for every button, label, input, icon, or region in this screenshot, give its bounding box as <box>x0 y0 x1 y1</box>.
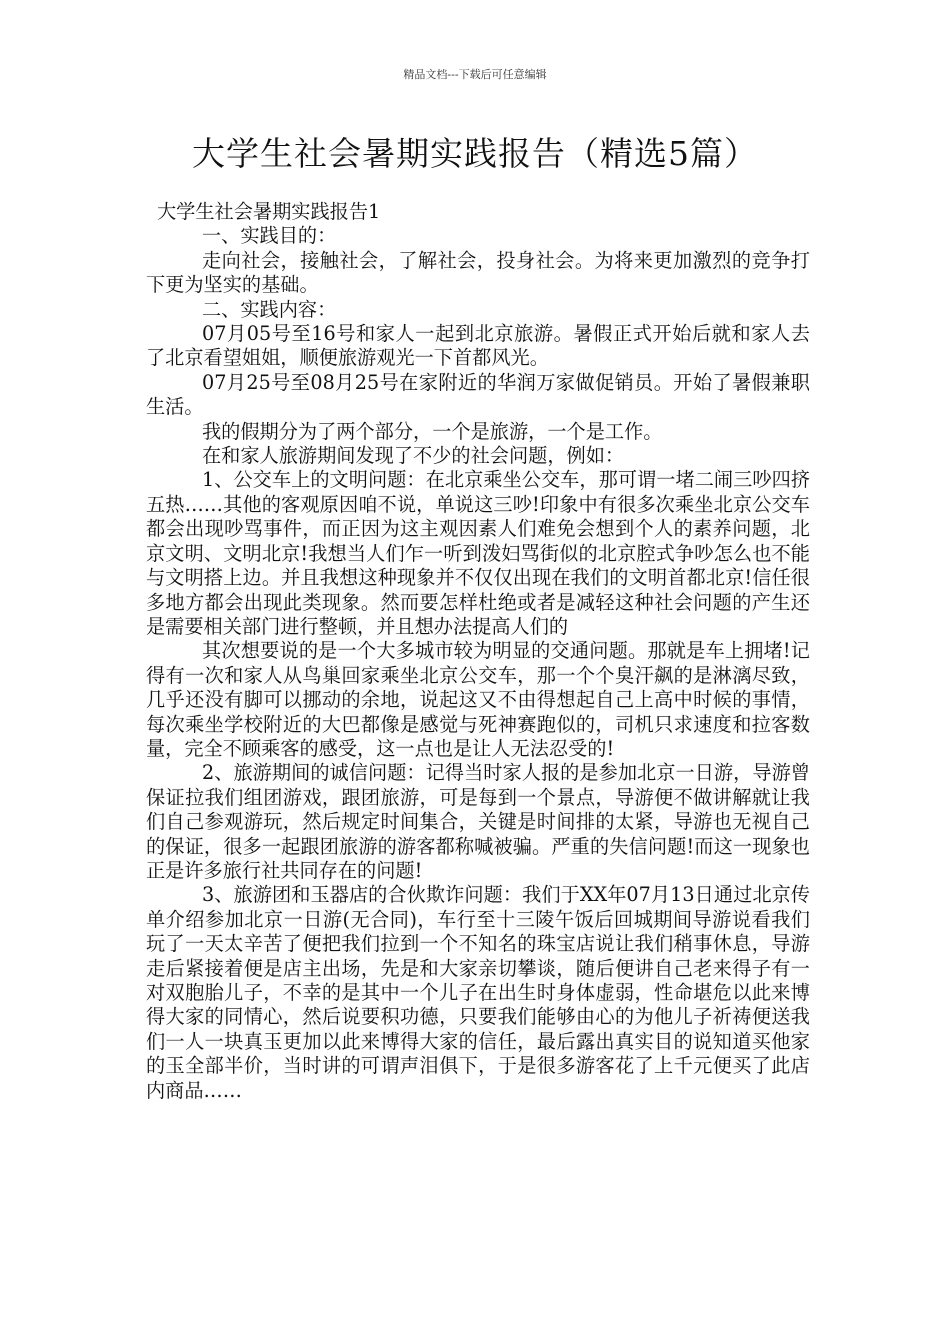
paragraph: 一、实践目的： <box>202 224 337 248</box>
paragraph: 07月05号至16号和家人一起到北京旅游。暑假正式开始后就和家人去了北京看望姐姐，顺便旅游观光一下首都风光。 <box>146 322 810 370</box>
paragraph: 我的假期分为了两个部分，一个是旅游，一个是工作。 <box>202 419 663 443</box>
header-note: 精品文档---下载后可任意编辑 <box>403 68 547 81</box>
document-title: 大学生社会暑期实践报告（精选5篇） <box>192 134 758 173</box>
paragraph: 2、旅游期间的诚信问题：记得当时家人报的是参加北京一日游，导游曾保证拉我们组团游戏，跟团旅游，可是每到一个景点，导游便不做讲解就让我们自己参观游玩，然后规定时间集合，关键是时间排的太紧，导游也无视自己的保证，很多一起跟团旅游的游客都称喊被骗。严重的失信问题!而这一现象也正是许多旅行社共同存在的问题! <box>146 761 810 882</box>
paragraph: 二、实践内容： <box>202 297 337 321</box>
section-title: 大学生社会暑期实践报告1 <box>157 200 381 223</box>
paragraph: 其次想要说的是一个大多城市较为明显的交通问题。那就是车上拥堵!记得有一次和家人从鸟巢回家乘坐北京公交车，那一个个臭汗飙的是淋漓尽致，几乎还没有脚可以挪动的余地，说起这又不由得想起自己上高中时候的事情，每次乘坐学校附近的大巴都像是感觉与死神赛跑似的，司机只求速度和拉客数量，完全不顾乘客的感受，这一点也是让人无法忍受的! <box>146 639 810 760</box>
paragraph: 1、公交车上的文明问题：在北京乘坐公交车，那可谓一堵二闹三吵四挤五热……其他的客观原因咱不说，单说这三吵!印象中有很多次乘坐北京公交车都会出现吵骂事件，而正因为这主观因素人们难免会想到个人的素养问题，北京文明、文明北京!我想当人们乍一听到泼妇骂街似的北京腔式争吵怎么也不能与文明搭上边。并且我想这种现象并不仅仅出现在我们的文明首都北京!信任很多地方都会出现此类现象。然而要怎样杜绝或者是减轻这种社会问题的产生还是需要相关部门进行整顿，并且想办法提高人们的 <box>146 468 810 638</box>
document-body <box>146 200 810 1103</box>
paragraph: 3、旅游团和玉器店的合伙欺诈问题：我们于XX年07月13日通过北京传单介绍参加北京一日游(无合同)，车行至十三陵午饭后回城期间导游说看我们玩了一天太辛苦了便把我们拉到一个不知名的珠宝店说让我们稍事休息，导游走后紧接着便是店主出场，先是和大家亲切攀谈，随后便讲自己老来得子有一对双胞胎儿子，不幸的是其中一个儿子在出生时身体虚弱，性命堪危以此来博得大家的同情心，然后说要积功德，只要我们能够由心的为他儿子祈祷便送我们一人一块真玉更加以此来博得大家的信任，最后露出真实目的说知道买他家的玉全部半价，当时讲的可谓声泪俱下，于是很多游客花了上千元便买了此店内商品…… <box>146 883 810 1102</box>
paragraph: 在和家人旅游期间发现了不少的社会问题，例如： <box>202 444 625 468</box>
paragraph: 走向社会，接触社会，了解社会，投身社会。为将来更加激烈的竞争打下更为坚实的基础。 <box>146 248 810 297</box>
paragraph: 07月25号至08月25号在家附近的华润万家做促销员。开始了暑假兼职生活。 <box>146 370 810 419</box>
